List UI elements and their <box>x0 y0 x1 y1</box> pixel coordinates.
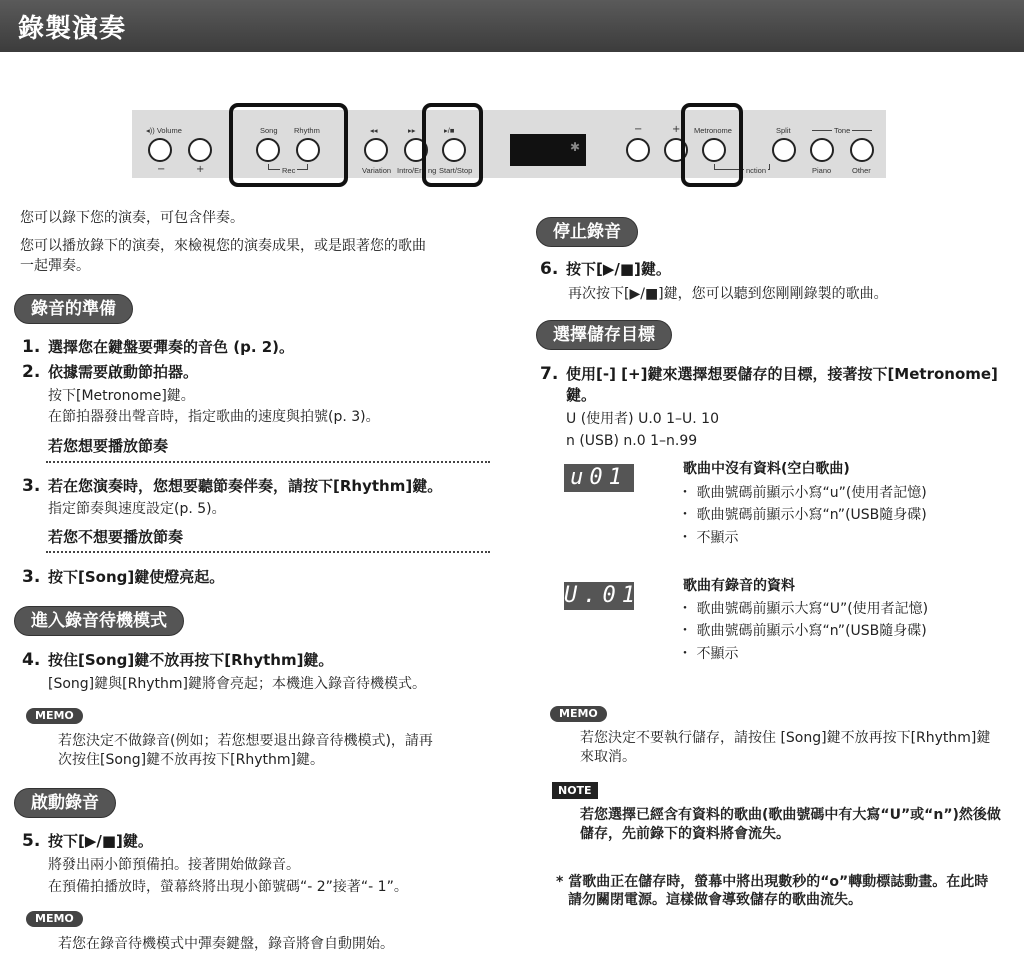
bluetooth-icon: ✱ <box>570 140 581 154</box>
display-plus-sign: + <box>672 124 681 135</box>
step-5-number: 5. <box>22 831 41 851</box>
piano-label: Piano <box>812 166 832 175</box>
step-3b-number: 3. <box>22 567 41 587</box>
section-heading-standby: 進入錄音待機模式 <box>14 606 184 636</box>
step-1 <box>22 336 294 358</box>
subheading-play-rhythm: 若您想要播放節奏 <box>48 437 169 455</box>
memo-3-line-1: 若您決定不要執行儲存，請按住 [Song]鍵不放再按下[Rhythm]鍵 <box>580 730 991 746</box>
page-title: 錄製演奏 <box>18 14 127 44</box>
step-5-text: 按下[▶/■]鍵。 <box>48 832 153 850</box>
step-4-sub: [Song]鍵與[Rhythm]鍵將會亮起；本機進入錄音待機模式。 <box>48 676 426 692</box>
intro-ending-label: Intro/Er <box>397 166 422 175</box>
empty-song-bullet-1: ・ 歌曲號碼前顯示小寫“u”(使用者記憶) <box>678 485 927 501</box>
dotted-divider-2 <box>46 551 490 553</box>
rec-label: Rec <box>282 166 296 175</box>
subheading-no-rhythm: 若您不想要播放節奏 <box>48 528 184 546</box>
highlight-start-stop <box>422 103 483 187</box>
highlight-song-rhythm <box>229 103 348 187</box>
recorded-song-bullet-2: ・ 歌曲號碼前顯示小寫“n”(USB隨身碟) <box>678 623 927 639</box>
step-4-text: 按住[Song]鍵不放再按下[Rhythm]鍵。 <box>48 651 334 669</box>
section-heading-start-recording: 啟動錄音 <box>14 788 116 818</box>
step-1-number: 1. <box>22 337 41 357</box>
dotted-divider-1 <box>46 461 490 463</box>
split-label: Split <box>776 126 791 135</box>
minus-button <box>626 138 650 162</box>
section-heading-stop-recording: 停止錄音 <box>536 217 638 247</box>
other-label: Other <box>852 166 871 175</box>
tone-label: Tone <box>834 126 851 135</box>
variation-button <box>364 138 388 162</box>
intro-line-2: 您可以播放錄下的演奏，來檢視您的演奏成果，或是跟著您的歌曲 <box>20 238 426 254</box>
empty-song-bullet-3: ・ 不顯示 <box>678 530 739 546</box>
volume-up-button <box>188 138 212 162</box>
step-3a <box>22 475 442 497</box>
step-7-line-2: 鍵。 <box>566 386 597 404</box>
step-4 <box>22 649 333 671</box>
play-stop-icon: ▸/■ <box>444 126 455 135</box>
step-2-sub-1: 按下[Metronome]鍵。 <box>48 388 195 404</box>
step-7-number: 7. <box>540 364 559 384</box>
section-heading-prepare: 錄音的準備 <box>14 294 133 324</box>
footnote-line-2: 請勿關閉電源。這樣做會導致儲存的歌曲流失。 <box>568 892 862 908</box>
display-empty-song: u01 <box>564 464 634 492</box>
step-2-number: 2. <box>22 362 41 382</box>
footnote-line-1: * 當歌曲正在儲存時，螢幕中將出現數秒的“o”轉動標誌動畫。在此時 <box>556 874 989 890</box>
start-stop-label: Start/Stop <box>439 166 473 175</box>
intro-line-3: 一起彈奏。 <box>20 258 90 274</box>
step-2 <box>22 361 198 383</box>
step-3a-text: 若在您演奏時，您想要聽節奏伴奏，請按下[Rhythm]鍵。 <box>48 477 443 495</box>
memo-1-line-1: 若您決定不做錄音(例如；若您想要退出錄音待機模式)，請再 <box>58 733 433 749</box>
volume-plus-sign: + <box>196 164 205 175</box>
volume-minus-sign: − <box>157 164 166 175</box>
recorded-song-bullet-1: ・ 歌曲號碼前顯示大寫“U”(使用者記憶) <box>678 601 929 617</box>
split-button <box>772 138 796 162</box>
highlight-metronome <box>681 103 743 187</box>
rhythm-label: Rhythm <box>294 126 320 135</box>
range-user: U (使用者) U.0 1–U. 10 <box>566 411 719 427</box>
recorded-song-title: 歌曲有錄音的資料 <box>683 578 795 594</box>
step-6-text: 按下[▶/■]鍵。 <box>566 260 671 278</box>
volume-label: ◂)) Volume <box>146 126 182 135</box>
intro-line-1: 您可以錄下您的演奏，可包含伴奏。 <box>20 210 244 226</box>
display-recorded-song: U.01 <box>564 583 641 608</box>
step-6 <box>540 258 671 280</box>
step-3a-number: 3. <box>22 476 41 496</box>
function-label: nction <box>746 166 767 175</box>
page-header <box>0 0 1024 52</box>
step-7-text-1: 使用[-] [+]鍵來選擇想要儲存的目標，接著按下[Metronome] <box>566 365 998 383</box>
memo-badge-1: MEMO <box>26 708 83 724</box>
step-7-line-1 <box>540 363 998 385</box>
other-button <box>850 138 874 162</box>
display-minus-sign: − <box>634 124 643 135</box>
memo-badge-3: MEMO <box>550 706 607 722</box>
rewind-icon: ◂◂ <box>370 126 378 135</box>
metronome-label: Metronome <box>694 126 732 135</box>
step-3b <box>22 566 224 588</box>
empty-song-title: 歌曲中沒有資料(空白歌曲) <box>683 461 850 477</box>
memo-1-line-2: 次按住[Song]鍵不放再按下[Rhythm]鍵。 <box>58 752 324 768</box>
section-heading-select-destination: 選擇儲存目標 <box>536 320 672 350</box>
step-3a-sub: 指定節奏與速度設定(p. 5)。 <box>48 501 226 517</box>
volume-down-button <box>148 138 172 162</box>
range-usb: n (USB) n.0 1–n.99 <box>566 433 698 449</box>
step-2-sub-2: 在節拍器發出聲音時，指定歌曲的速度與拍號(p. 3)。 <box>48 409 380 425</box>
note-line-1: 若您選擇已經含有資料的歌曲(歌曲號碼中有大寫“U”或“n”)然後做 <box>580 807 1001 823</box>
memo-3-line-2: 來取消。 <box>580 749 636 765</box>
step-6-number: 6. <box>540 259 559 279</box>
step-6-sub: 再次按下[▶/■]鍵，您可以聽到您剛剛錄製的歌曲。 <box>568 286 888 302</box>
step-5-sub-1: 將發出兩小節預備拍。接著開始做錄音。 <box>48 857 300 873</box>
step-2-text: 依據需要啟動節拍器。 <box>48 363 199 381</box>
song-label: Song <box>260 126 278 135</box>
recorded-song-bullet-3: ・ 不顯示 <box>678 646 739 662</box>
note-badge: NOTE <box>552 782 598 799</box>
step-4-number: 4. <box>22 650 41 670</box>
intro-ending-label-tail: ng <box>428 166 437 175</box>
variation-label: Variation <box>362 166 392 175</box>
piano-button <box>810 138 834 162</box>
step-5 <box>22 830 153 852</box>
memo-2-line-1: 若您在錄音待機模式中彈奏鍵盤，錄音將會自動開始。 <box>58 936 394 952</box>
step-5-sub-2: 在預備拍播放時，螢幕終將出現小節號碼“- 2”接著“- 1”。 <box>48 879 408 895</box>
note-line-2: 儲存，先前錄下的資料將會流失。 <box>580 826 790 842</box>
memo-badge-2: MEMO <box>26 911 83 927</box>
forward-icon: ▸▸ <box>408 126 416 135</box>
step-3b-text: 按下[Song]鍵使燈亮起。 <box>48 568 225 586</box>
empty-song-bullet-2: ・ 歌曲號碼前顯示小寫“n”(USB隨身碟) <box>678 507 927 523</box>
step-1-text: 選擇您在鍵盤要彈奏的音色 (p. 2)。 <box>48 338 295 356</box>
